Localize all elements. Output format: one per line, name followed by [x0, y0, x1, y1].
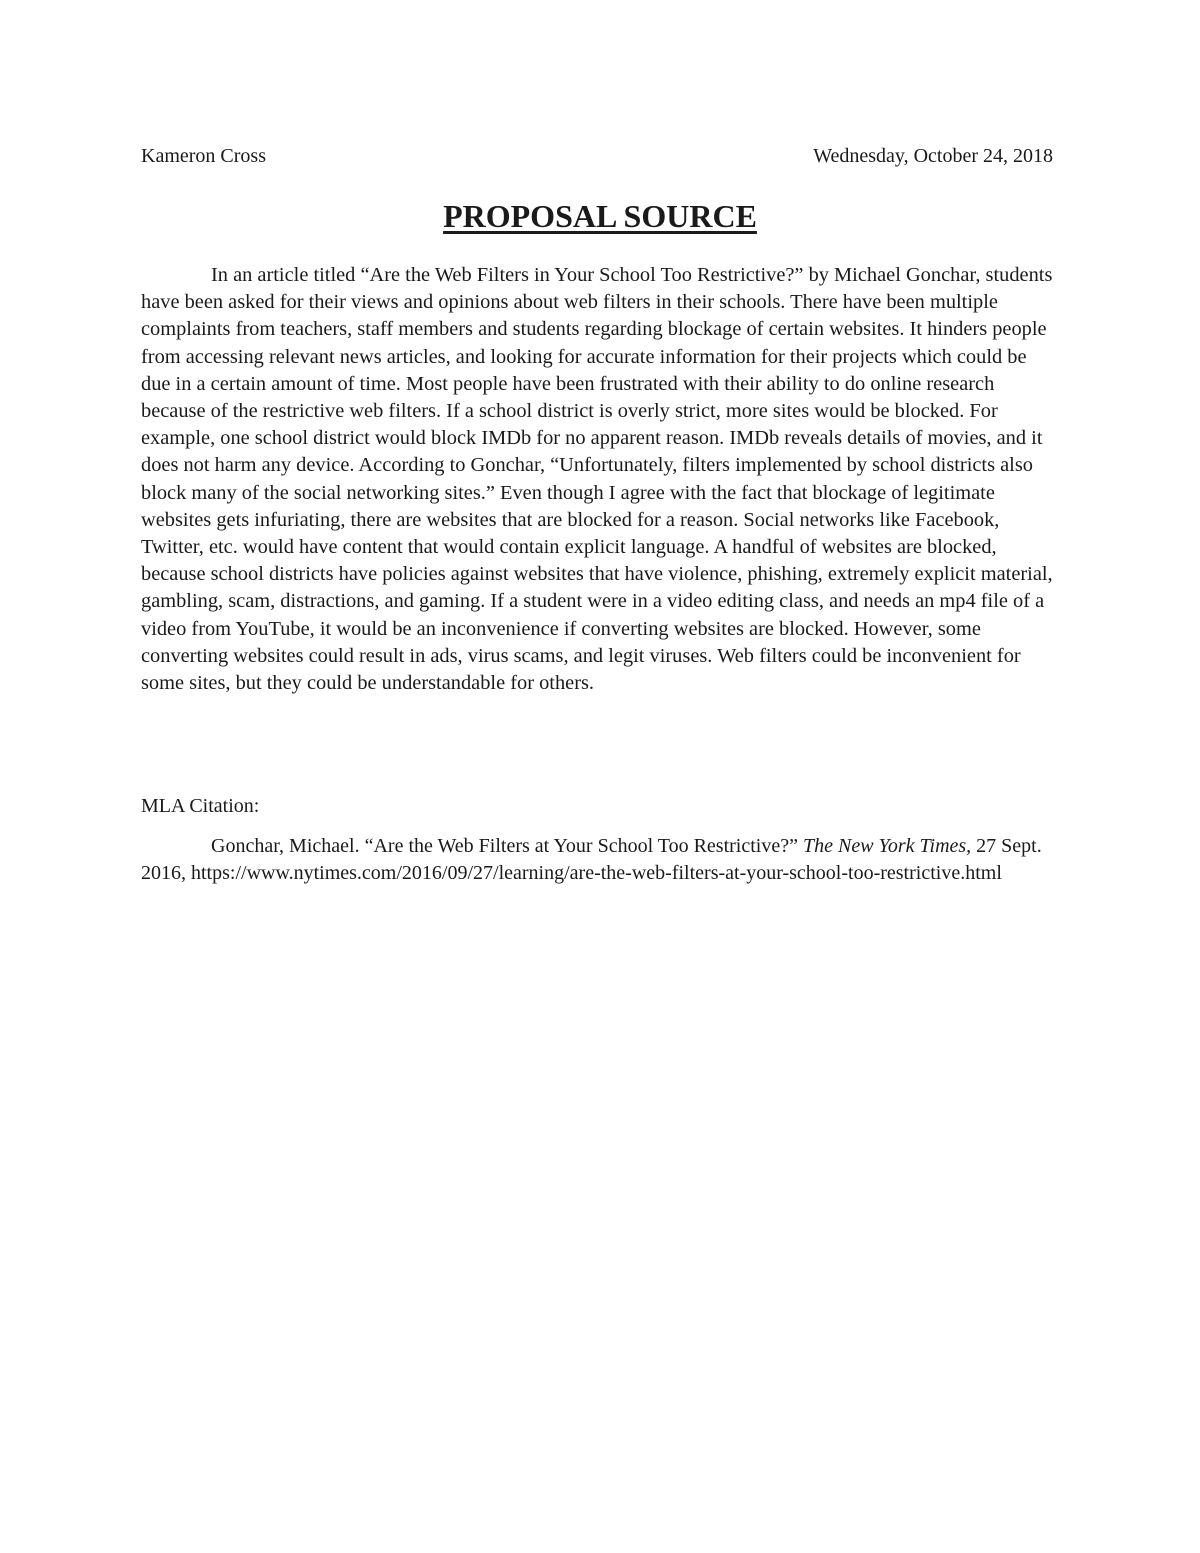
document-date: Wednesday, October 24, 2018	[813, 145, 1053, 167]
citation-tail: 27 Sept. 2016, https://www.nytimes.com/2016/09/27/learning/are-the-web-filters-at-your-school-too-restrictive.html	[141, 835, 1042, 884]
author-name: Kameron Cross	[141, 145, 266, 167]
citation-label: MLA Citation:	[141, 795, 260, 817]
body-paragraph: In an article titled “Are the Web Filters in Your School Too Restrictive?” by Michael Gonchar, students have been asked for their views and opinions about web filters in their schools. There have been multiple complaints from teachers, staff members and students regarding blockage of certain websites. It hinders people from accessing relevant news articles, and looking for accurate information for their projects which could be due in a certain amount of time. Most people have been frustrated with their ability to do online research because of the restrictive web filters. If a school district is overly strict, more sites would be blocked. For example, one school district would block IMDb for no apparent reason. IMDb reveals details of movies, and it does not harm any device. According to Gonchar, “Unfortunately, filters implemented by school districts also block many of the social networking sites.” Even though I agree with the fact that blockage of legitimate websites gets infuriating, there are websites that are blocked for a reason. Social networks like Facebook, Twitter, etc. would have content that would contain explicit language. A handful of websites are blocked, because school districts have policies against websites that have violence, phishing, extremely explicit material, gambling, scam, distractions, and gaming. If a student were in a video editing class, and needs an mp4 file of a video from YouTube, it would be an inconvenience if converting websites are blocked. However, some converting websites could result in ads, virus scams, and legit viruses. Web filters could be inconvenient for some sites, but they could be understandable for others.	[141, 264, 1053, 695]
citation-lead: Gonchar, Michael. “Are the Web Filters at Your School Too Restrictive?”	[211, 835, 803, 857]
citation-publication: The New York Times,	[802, 835, 972, 857]
mla-citation	[141, 833, 1061, 887]
page-title: PROPOSAL SOURCE	[443, 198, 757, 234]
document-header	[141, 142, 1053, 170]
